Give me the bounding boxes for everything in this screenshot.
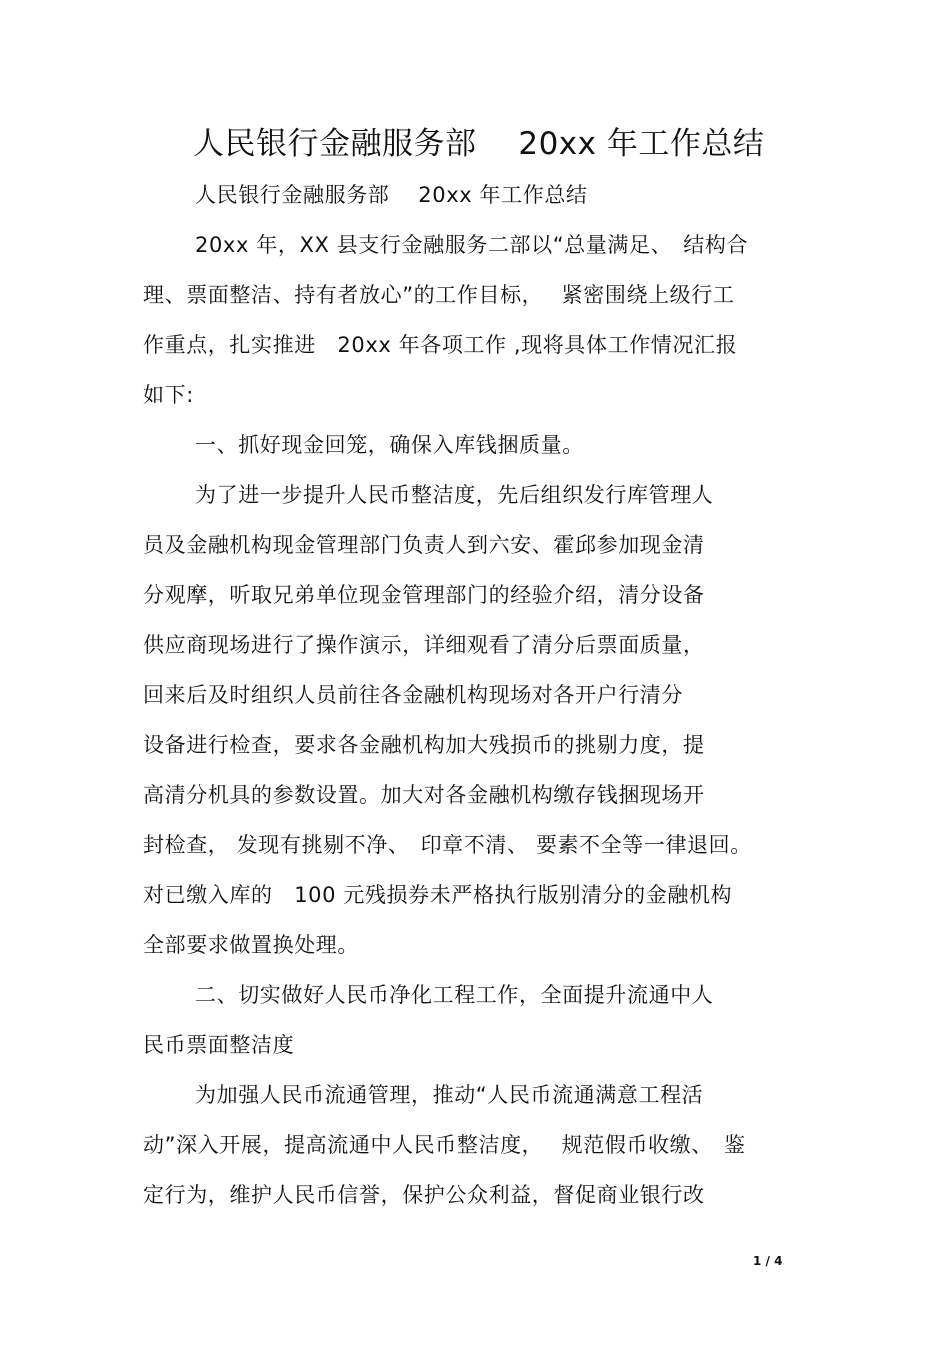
subtitle-line: 人民银行金融服务部 20xx 年工作总结 bbox=[195, 183, 588, 207]
body-line: 20xx 年，XX 县支行金融服务二部以“总量满足、 结构合 bbox=[195, 233, 749, 257]
body-line: 动”深入开展，提高流通中人民币整洁度， 规范假币收缴、 鉴 bbox=[143, 1133, 746, 1157]
body-line: 供应商现场进行了操作演示，详细观看了清分后票面质量， bbox=[143, 633, 705, 657]
body-line: 如下: bbox=[143, 383, 194, 407]
body-line: 为了进一步提升人民币整洁度，先后组织发行库管理人 bbox=[195, 483, 714, 507]
body-line: 定行为，维护人民币信誉，保护公众利益，督促商业银行改 bbox=[143, 1183, 705, 1207]
body-line: 高清分机具的参数设置。加大对各金融机构缴存钱捆现场开 bbox=[143, 783, 705, 807]
body-line: 为加强人民币流通管理，推动“人民币流通满意工程活 bbox=[195, 1083, 704, 1107]
body-line: 回来后及时组织人员前往各金融机构现场对各开户行清分 bbox=[143, 683, 683, 707]
section-heading: 二、切实做好人民币净化工程工作，全面提升流通中人 bbox=[195, 983, 714, 1007]
document-title: 人民银行金融服务部 20xx 年工作总结 bbox=[193, 126, 765, 162]
body-line: 分观摩，听取兄弟单位现金管理部门的经验介绍，清分设备 bbox=[143, 583, 705, 607]
body-line: 设备进行检查，要求各金融机构加大残损币的挑剔力度，提 bbox=[143, 733, 705, 757]
body-line: 全部要求做置换处理。 bbox=[143, 933, 359, 957]
page-number: 1 / 4 bbox=[753, 1254, 783, 1268]
body-line: 员及金融机构现金管理部门负责人到六安、霍邱参加现金清 bbox=[143, 533, 705, 557]
body-line: 对已缴入库的 100 元残损券未严格执行版别清分的金融机构 bbox=[143, 883, 733, 907]
body-line: 理、票面整洁、持有者放心”的工作目标， 紧密围绕上级行工 bbox=[143, 283, 735, 307]
section-heading: 民币票面整洁度 bbox=[143, 1033, 295, 1057]
body-line: 封检查， 发现有挑剔不净、 印章不清、 要素不全等一律退回。 bbox=[143, 833, 752, 857]
section-heading: 一、抓好现金回笼，确保入库钱捆质量。 bbox=[195, 433, 584, 457]
body-line: 作重点，扎实推进 20xx 年各项工作 ,现将具体工作情况汇报 bbox=[143, 333, 738, 357]
